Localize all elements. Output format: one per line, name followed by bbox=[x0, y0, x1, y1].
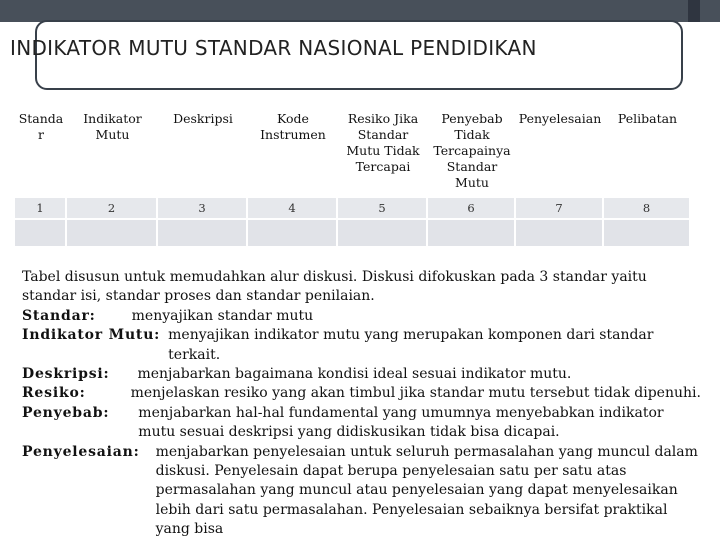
number-cell: 8 bbox=[604, 198, 691, 220]
definition-term: Indikator Mutu: bbox=[22, 327, 161, 344]
intro-paragraph: Tabel disusun untuk memudahkan alur diskusi. Diskusi difokuskan pada 3 standar yaitu standar isi, standar proses dan standar penilaian. bbox=[22, 269, 647, 305]
empty-cell bbox=[248, 220, 338, 248]
empty-cell bbox=[604, 220, 691, 248]
empty-cell bbox=[158, 220, 248, 248]
definition-penyebab bbox=[22, 404, 702, 443]
definition-term: Penyelesaian: bbox=[22, 443, 140, 460]
definition-term: Deskripsi: bbox=[22, 366, 110, 383]
number-cell: 1 bbox=[15, 198, 67, 220]
definition-text: menjabarkan penyelesaian untuk seluruh permasalahan yang muncul dalam diskusi. Penyelesain dapat berupa penyelesaian satu per satu atas permasalahan yang muncul atau penyelesaian yang dapat menyelesaikan lebih dari satu permasalahan. Penyelesaian sebaiknya bersifat praktikal yang bisa bbox=[155, 443, 698, 538]
definition-indikator-mutu bbox=[22, 326, 702, 365]
table-row-numbers bbox=[15, 198, 691, 220]
empty-cell bbox=[338, 220, 428, 248]
explanation-text bbox=[22, 268, 702, 540]
definition-term: Resiko: bbox=[22, 385, 86, 402]
definition-text: menjabarkan hal-hal fundamental yang umumnya menyebabkan indikator mutu sesuai deskripsi yang didiskusikan tidak bisa dicapai. bbox=[138, 404, 664, 441]
empty-cell bbox=[428, 220, 516, 248]
header-penyebab: Penyebab Tidak Tercapainya Standar Mutu bbox=[428, 108, 516, 198]
number-cell: 5 bbox=[338, 198, 428, 220]
definition-text: menyajikan standar mutu bbox=[131, 307, 314, 324]
number-cell: 4 bbox=[248, 198, 338, 220]
top-bar-accent bbox=[688, 0, 700, 22]
definition-text: menyajikan indikator mutu yang merupakan komponen dari standar terkait. bbox=[168, 327, 654, 363]
number-cell: 2 bbox=[67, 198, 158, 220]
definition-term: Standar: bbox=[22, 307, 96, 324]
header-standar: Standar bbox=[15, 108, 67, 198]
number-cell: 3 bbox=[158, 198, 248, 220]
number-cell: 6 bbox=[428, 198, 516, 220]
header-deskripsi: Deskripsi bbox=[158, 108, 248, 198]
slide-title: INDIKATOR MUTU STANDAR NASIONAL PENDIDIKAN bbox=[10, 36, 537, 60]
empty-cell bbox=[15, 220, 67, 248]
definition-term: Penyebab: bbox=[22, 404, 110, 421]
table-header-row bbox=[15, 108, 691, 198]
indikator-table bbox=[15, 108, 691, 248]
definition-deskripsi bbox=[22, 365, 702, 384]
definition-text: menjabarkan bagaimana kondisi ideal sesuai indikator mutu. bbox=[137, 366, 572, 383]
header-penyelesaian: Penyelesaian bbox=[516, 108, 604, 198]
header-resiko: Resiko Jika Standar Mutu Tidak Tercapai bbox=[338, 108, 428, 198]
header-indikator-mutu: Indikator Mutu bbox=[67, 108, 158, 198]
header-pelibatan: Pelibatan bbox=[604, 108, 691, 198]
table-row-empty bbox=[15, 220, 691, 248]
definition-penyelesaian bbox=[22, 443, 702, 540]
number-cell: 7 bbox=[516, 198, 604, 220]
header-kode-instrumen: Kode Instrumen bbox=[248, 108, 338, 198]
definition-text: menjelaskan resiko yang akan timbul jika standar mutu tersebut tidak dipenuhi. bbox=[130, 385, 701, 402]
definition-resiko bbox=[22, 384, 702, 403]
empty-cell bbox=[516, 220, 604, 248]
top-bar bbox=[0, 0, 720, 22]
definition-standar bbox=[22, 307, 702, 326]
empty-cell bbox=[67, 220, 158, 248]
